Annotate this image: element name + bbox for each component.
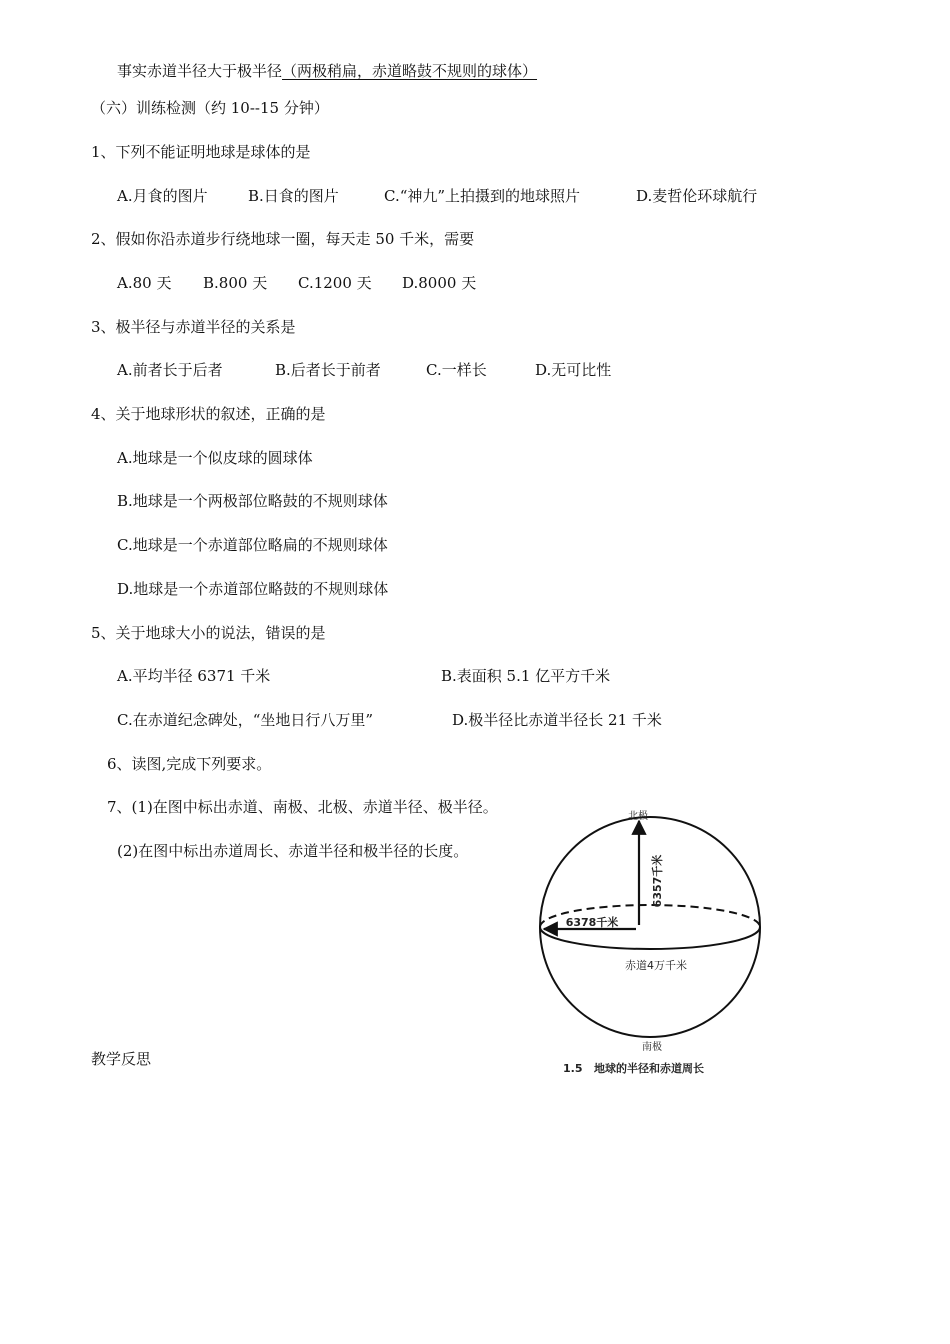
equatorial-radius-label: 6378千米 xyxy=(565,916,619,929)
q4-stem: 4、关于地球形状的叙述，正确的是 xyxy=(91,405,326,423)
fact-prefix: 事实赤道半径大于极半径 xyxy=(117,62,283,80)
q1-option-c: C.“神九”上拍摄到的地球照片 xyxy=(384,187,581,205)
fact-underlined: （两极稍扁，赤道略鼓不规则的球体） xyxy=(282,62,538,80)
equator-label: 赤道4万千米 xyxy=(625,959,687,972)
q1-option-a: A.月食的图片 xyxy=(117,187,208,205)
q3-option-d: D.无可比性 xyxy=(535,361,612,379)
q2-stem: 2、假如你沿赤道步行绕地球一圈，每天走 50 千米，需要 xyxy=(91,230,475,248)
q3-option-c: C.一样长 xyxy=(426,361,487,379)
fact-line xyxy=(117,60,537,81)
q5-option-d: D.极半径比赤道半径长 21 千米 xyxy=(452,711,662,729)
q5-option-b: B.表面积 5.1 亿平方千米 xyxy=(441,667,611,685)
q2-option-c: C.1200 天 xyxy=(298,274,372,292)
q5-stem: 5、关于地球大小的说法，错误的是 xyxy=(91,624,326,642)
north-pole-label: 北极 xyxy=(628,811,648,822)
q4-option-b: B.地球是一个两极部位略鼓的不规则球体 xyxy=(117,492,388,510)
reflection-heading: 教学反思 xyxy=(91,1050,152,1068)
q6-stem: 6、读图,完成下列要求。 xyxy=(107,755,272,773)
q7-part2: (2)在图中标出赤道周长、赤道半径和极半径的长度。 xyxy=(117,842,469,860)
q4-option-d: D.地球是一个赤道部位略鼓的不规则球体 xyxy=(117,580,389,598)
q2-option-a: A.80 天 xyxy=(117,274,172,292)
earth-radius-figure xyxy=(530,805,770,1095)
section-title: （六）训练检测（约 10--15 分钟） xyxy=(91,99,329,117)
q1-option-d: D.麦哲伦环球航行 xyxy=(636,187,758,205)
polar-radius-label: 6357千米 xyxy=(651,854,664,908)
q3-stem: 3、极半径与赤道半径的关系是 xyxy=(91,318,296,336)
q1-stem: 1、下列不能证明地球是球体的是 xyxy=(91,143,311,161)
q4-option-a: A.地球是一个似皮球的圆球体 xyxy=(117,449,313,467)
earth-diagram xyxy=(530,805,770,1095)
q2-option-b: B.800 天 xyxy=(203,274,268,292)
q4-option-c: C.地球是一个赤道部位略扁的不规则球体 xyxy=(117,536,388,554)
south-pole-label: 南极 xyxy=(642,1042,662,1053)
q7-part1: 7、(1)在图中标出赤道、南极、北极、赤道半径、极半径。 xyxy=(107,798,498,816)
figure-caption: 1.5 地球的半径和赤道周长 xyxy=(563,1062,704,1075)
q5-option-c: C.在赤道纪念碑处，“坐地日行八万里” xyxy=(117,711,374,729)
q5-option-a: A.平均半径 6371 千米 xyxy=(117,667,271,685)
q3-option-a: A.前者长于后者 xyxy=(117,361,223,379)
equator-front-line xyxy=(540,927,760,949)
q2-option-d: D.8000 天 xyxy=(402,274,477,292)
q1-option-b: B.日食的图片 xyxy=(248,187,339,205)
q3-option-b: B.后者长于前者 xyxy=(275,361,381,379)
